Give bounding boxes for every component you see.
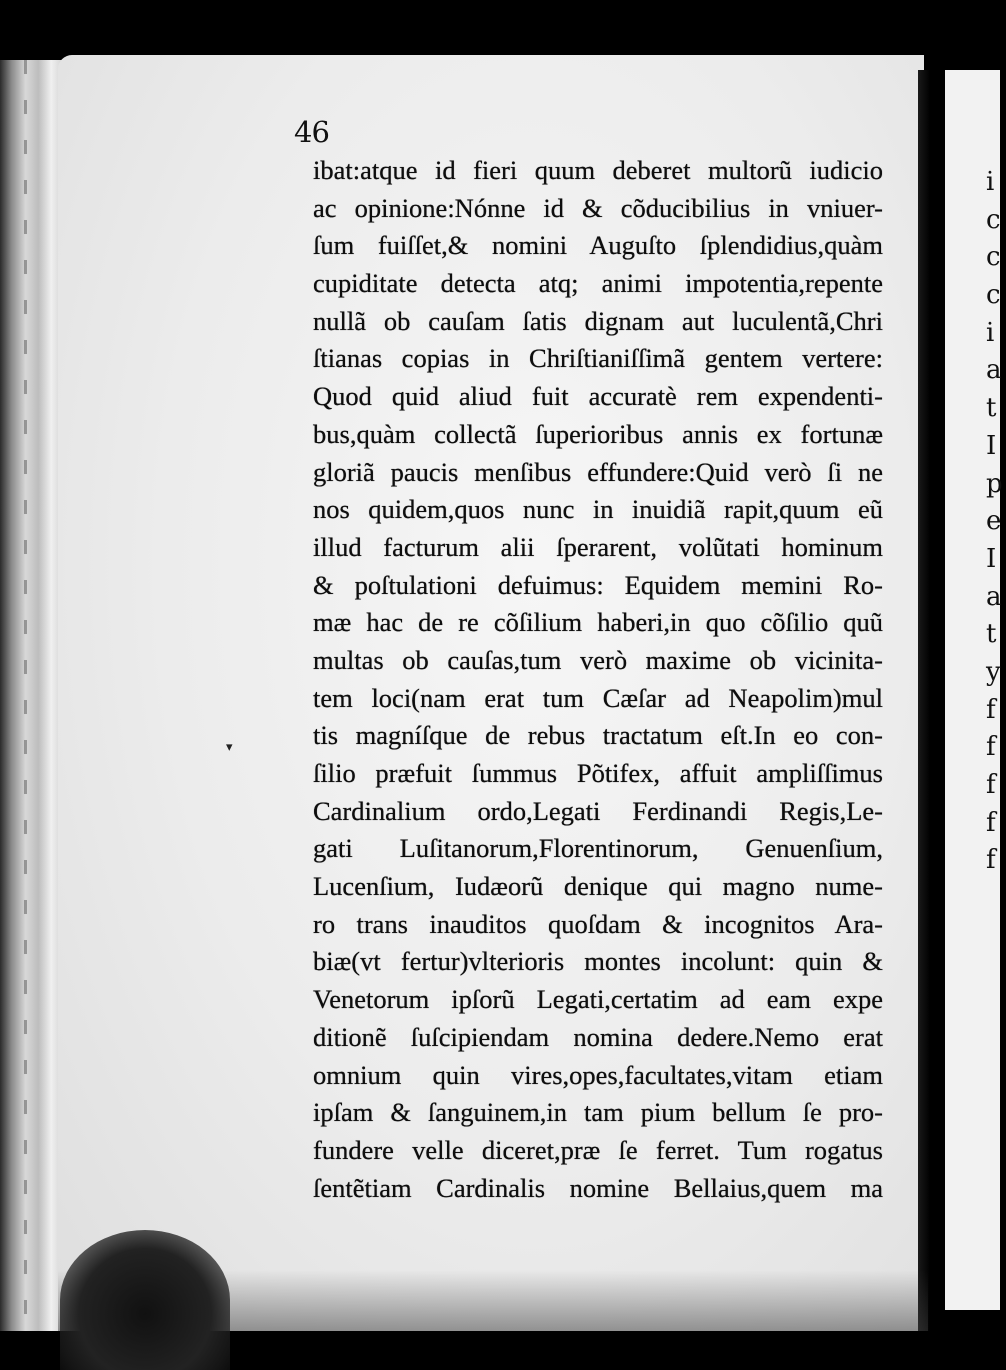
text-line: ipſam & ſanguinem,in tam pium bellum ſe pro- [313, 1097, 883, 1128]
body-text [313, 152, 883, 1207]
text-line: ro trans inauditos quoſdam & incognitos Ara- [313, 908, 883, 939]
facing-page-letter: p [986, 468, 1003, 499]
text-line: ſilio præfuit ſummus Põtifex, affuit ampliſſimus [313, 758, 883, 788]
facing-page-letter: e [986, 506, 1002, 537]
facing-page-letter: c [986, 204, 1001, 235]
thumb-shadow [60, 1230, 230, 1370]
text-line: Venetorum ipſorũ Legati,certatim ad eam expe [313, 984, 883, 1015]
text-line: illud facturum alii ſperarent, volũtati hominum [313, 531, 883, 562]
facing-page-letter: t [986, 393, 997, 424]
facing-page-letter: i [986, 167, 995, 197]
book-page-stack-edge [0, 60, 64, 1331]
book-gutter [918, 70, 948, 1331]
text-line: ibat:atque id fieri quum deberet multorũ iudicio [313, 155, 883, 185]
text-line: & poſtulationi defuimus: Equidem memini Ro- [313, 569, 883, 600]
text-line: Quod quid aliud fuit accuratè rem expendenti- [313, 381, 883, 412]
text-line: Lucenſium, Iudæorũ denique qui magno nume- [313, 871, 883, 902]
facing-page-letter: i [986, 317, 995, 348]
facing-page-letter: f [986, 770, 996, 800]
facing-page-letter: I [986, 430, 997, 461]
facing-page-letter: c [986, 242, 1001, 273]
page-number: 46 [294, 115, 329, 149]
text-line: Cardinalium ordo,Legati Ferdinandi Regis,Le- [313, 795, 883, 826]
text-line: nullã ob cauſam ſatis dignam aut luculentã,Chri [313, 305, 883, 336]
facing-page-letter: t [986, 619, 997, 650]
text-line: ditionẽ ſuſcipiendam nomina dedere.Nemo erat [313, 1021, 883, 1052]
text-line: gati Luſitanorum,Florentinorum, Genuenſium, [313, 833, 883, 864]
text-line: tem loci(nam erat tum Cæſar ad Neapolim)mul [313, 682, 883, 713]
text-line: cupiditate detecta atq; animi impotentia,repente [313, 268, 883, 299]
text-line: tis magníſque de rebus tractatum eſt.In eo con- [313, 720, 883, 751]
facing-page-letter: c [986, 280, 1001, 311]
text-line: bus,quàm collectã ſuperioribus annis ex fortunæ [313, 418, 883, 449]
text-line: multas ob cauſas,tum verò maxime ob vicinita- [313, 644, 883, 675]
facing-page-letter: f [986, 694, 996, 725]
text-line: ſtianas copias in Chriſtianiſſimã gentem vertere: [313, 343, 883, 374]
facing-page-letter: a [986, 355, 1002, 386]
text-line: gloriã paucis menſibus effundere:Quid verò ſi ne [313, 456, 883, 487]
facing-page-letters [986, 164, 1006, 880]
facing-page-letter: a [986, 581, 1002, 612]
facing-page-letter: f [986, 807, 996, 838]
facing-page-letter: y [986, 656, 1001, 687]
facing-page-letter: I [986, 543, 997, 574]
text-line: omnium quin vires,opes,facultates,vitam etiam [313, 1059, 883, 1090]
text-line: nos quidem,quos nunc in inuidiã rapit,quum eũ [313, 494, 883, 525]
text-line: ſum fuiſſet,& nomini Auguſto ſplendidius,quàm [313, 230, 883, 261]
text-line: ſentẽtiam Cardinalis nomine Bellaius,quem ma [313, 1172, 883, 1203]
ink-speck: ▾ [226, 740, 233, 755]
text-line: ac opinione:Nónne id & cõducibilius in vniuer- [313, 192, 883, 223]
text-line: fundere velle diceret,præ ſe ferret. Tum rogatus [313, 1134, 883, 1165]
text-line: biæ(vt fertur)vlterioris montes incolunt: quin & [313, 946, 883, 977]
facing-page-letter: f [986, 845, 996, 876]
text-line: mæ hac de re cõſilium haberi,in quo cõſilio quũ [313, 607, 883, 638]
facing-page-letter: f [986, 732, 996, 763]
